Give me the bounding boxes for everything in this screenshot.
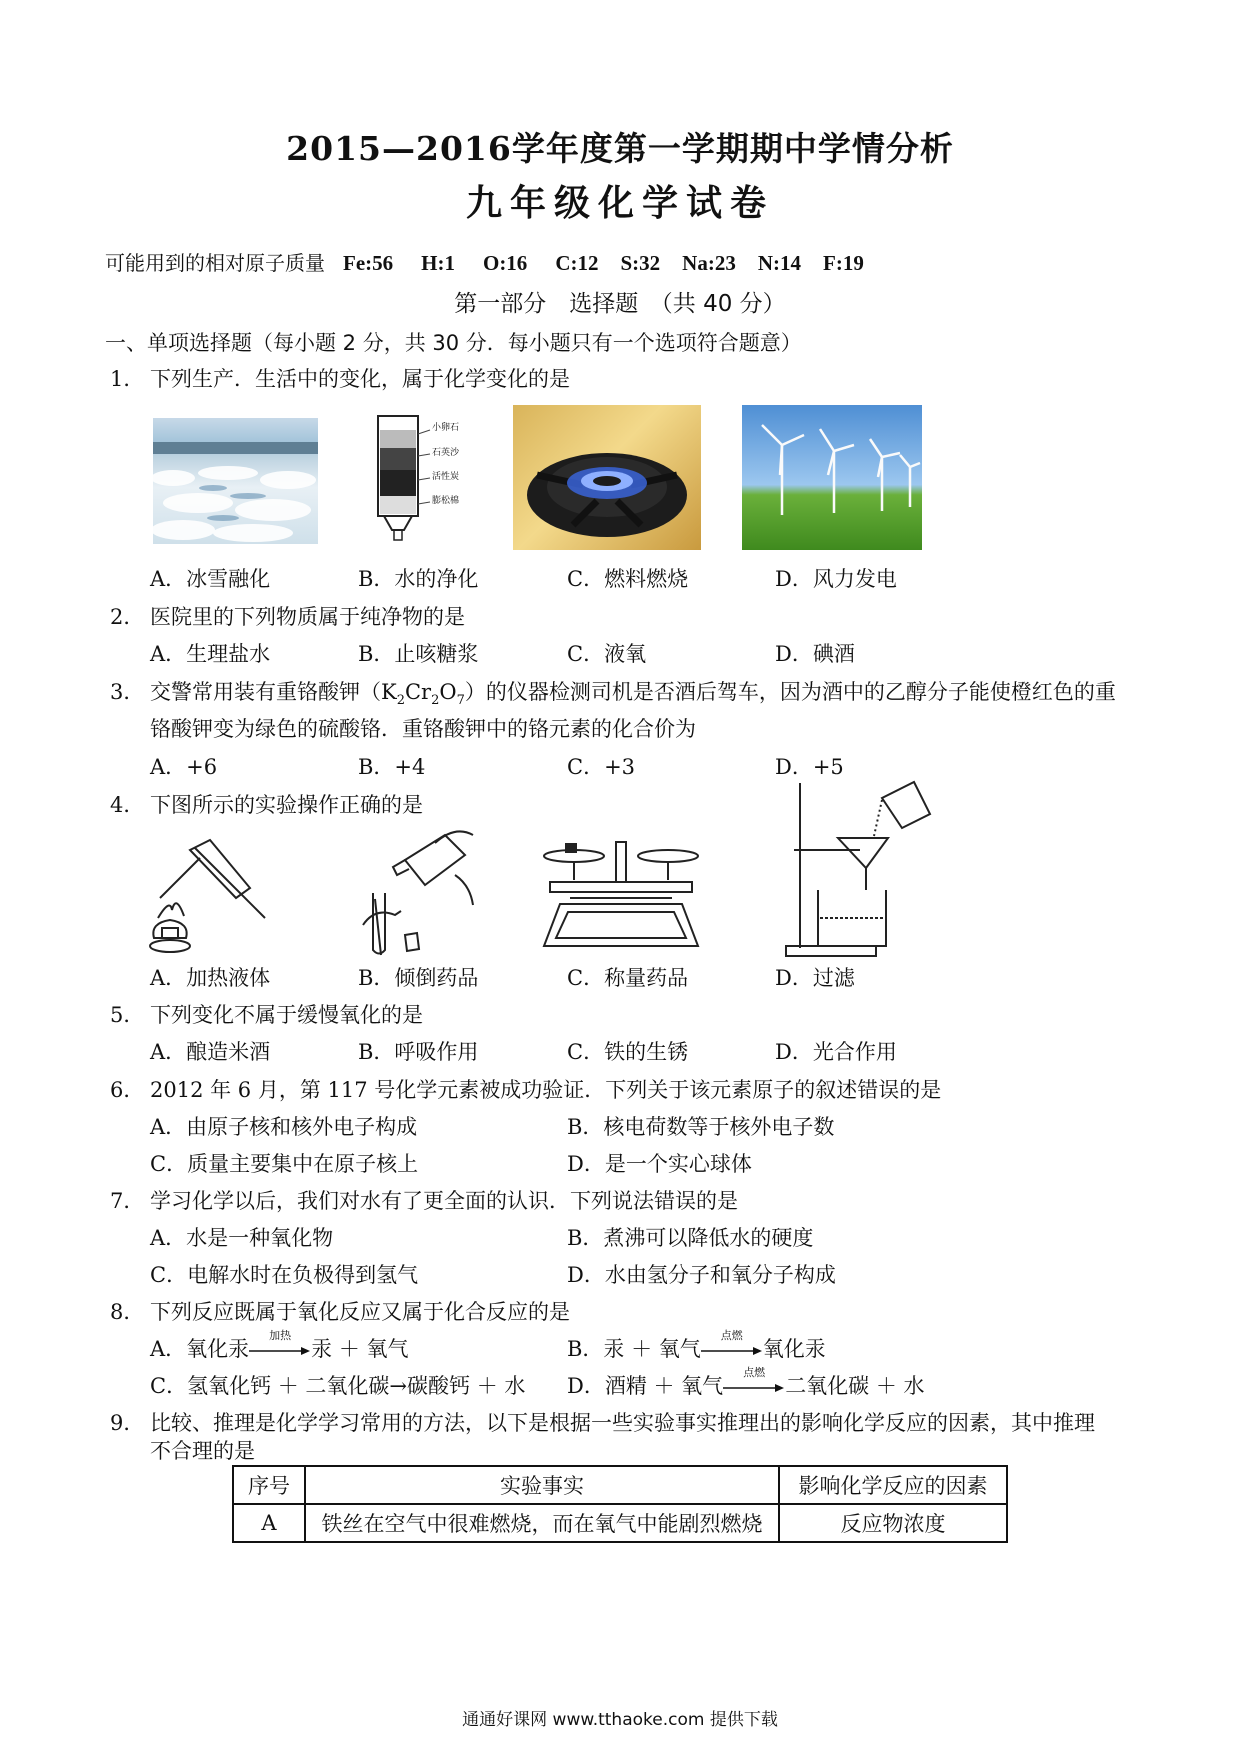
mass-f: F:19 [823,251,864,275]
mass-o: O:16 [482,251,528,275]
pouring-reagent-diagram [345,815,480,965]
mass-h: H:1 [421,251,455,275]
q8-d-arrow [723,1365,785,1397]
q8-a-reactant: A．氧化汞 [150,1337,250,1361]
q3-sub-o: 7 [456,693,465,709]
mass-c: C:12 [555,251,599,275]
q2-stem: 医院里的下列物质属于纯净物的是 [150,605,465,629]
q9-stem: 比较、推理是化学学习常用的方法，以下是根据一些实验事实推理出的影响化学反应的因素，其中推理 [150,1411,1095,1435]
ice-floes-icon [153,418,318,544]
q9-number: 9． [110,1411,145,1435]
table-header-fact: 实验事实 [305,1466,779,1504]
funnel-stand-icon [778,778,938,963]
part-heading: 第一部分 选择题 （共 40 分） [454,291,786,317]
table-cell-fact: 铁丝在空气中很难燃烧，而在氧气中能剧烈燃烧 [305,1504,779,1542]
table-cell-index: A [233,1504,305,1542]
q8-b-arrow [701,1328,763,1360]
q2-option-d: D．碘酒 [775,642,855,666]
q4-option-a: A．加热液体 [150,966,271,990]
q5-option-a: A．酿造米酒 [150,1040,271,1064]
q3-sub-k: 2 [396,693,405,709]
mass-na: Na:23 [682,251,736,275]
q7-option-a: A．水是一种氧化物 [150,1226,334,1250]
q5-number: 5． [110,1003,145,1027]
q2-number: 2． [110,605,145,629]
q3-stem-part1: 交警常用装有重铬酸钾（K [150,680,397,704]
reaction-arrow-icon [249,1346,311,1356]
atomic-masses [105,253,864,274]
q7-number: 7． [110,1189,145,1213]
q8-a-condition: 加热 [269,1328,292,1342]
filter-label-cotton: 膨松棉 [432,496,460,506]
gas-stove-image [513,405,701,550]
table-cell-factor: 反应物浓度 [779,1504,1007,1542]
weighing-balance-diagram [540,836,702,951]
heating-liquid-diagram [140,828,270,963]
q3-option-d: D．+5 [775,755,844,779]
q2-option-b: B．止咳糖浆 [358,642,479,666]
q7-option-b: B．煮沸可以降低水的硬度 [567,1226,814,1250]
ice-melting-image [153,418,318,544]
q7-stem: 学习化学以后，我们对水有了更全面的认识．下列说法错误的是 [150,1189,738,1213]
q8-a-products: 汞 ＋ 氧气 [311,1337,409,1361]
table-row [233,1504,1007,1542]
q8-a-arrow [249,1328,311,1360]
q1-stem: 下列生产．生活中的变化，属于化学变化的是 [150,367,570,391]
q3-stem-part2: ）的仪器检测司机是否酒后驾车，因为酒中的乙醇分子能使橙红色的重 [464,680,1116,704]
q9-stem-line2: 不合理的是 [150,1439,255,1463]
table-header-index: 序号 [233,1466,305,1504]
mass-fe: Fe:56 [343,251,394,275]
filter-label-sand: 石英沙 [432,448,460,458]
q2-option-c: C．液氧 [567,642,647,666]
q2-option-a: A．生理盐水 [150,642,271,666]
q8-option-a [150,1328,409,1361]
filter-label-carbon: 活性炭 [432,472,460,482]
table-header-factor: 影响化学反应的因素 [779,1466,1007,1504]
atomic-masses-label: 可能用到的相对原子质量 [105,251,325,275]
q5-option-b: B．呼吸作用 [358,1040,479,1064]
stove-flame-icon [513,405,701,550]
q4-option-b: B．倾倒药品 [358,966,479,990]
q3-stem-o: O [439,680,457,704]
exam-title: 2015—2016学年度第一学期期中学情分析 [286,129,954,168]
q6-option-a: A．由原子核和核外电子构成 [150,1115,418,1139]
q8-number: 8． [110,1300,145,1324]
q4-option-d: D．过滤 [775,966,855,990]
table-header-row [233,1466,1007,1504]
q5-option-d: D．光合作用 [775,1040,897,1064]
q3-stem-line2: 铬酸钾变为绿色的硫酸铬．重铬酸钾中的铬元素的化合价为 [150,717,696,741]
q7-option-c: C．电解水时在负极得到氢气 [150,1263,419,1287]
q3-number: 3． [110,680,145,704]
q3-stem [150,682,1116,707]
reaction-arrow-icon [701,1346,763,1356]
filter-label-pebble: 小卵石 [432,423,460,433]
balance-icon [540,836,702,951]
q4-option-c: C．称量药品 [567,966,689,990]
q7-option-d: D．水由氢分子和氧分子构成 [567,1263,836,1287]
exam-subtitle: 九年级化学试卷 [465,182,774,224]
q9-table [232,1465,1008,1543]
q3-stem-cr: Cr [404,680,432,704]
page-footer: 通通好课网 www.tthaoke.com 提供下载 [462,1710,778,1730]
q8-d-products: 二氧化碳 ＋ 水 [785,1374,925,1398]
q8-option-b [567,1328,826,1361]
water-filter-diagram [360,408,470,548]
filtration-diagram [778,778,938,963]
q1-option-b: B．水的净化 [358,567,479,591]
q1-option-a: A．冰雪融化 [150,567,271,591]
q1-option-d: D．风力发电 [775,567,897,591]
q3-sub-cr: 2 [431,693,440,709]
q6-option-c: C．质量主要集中在原子核上 [150,1152,419,1176]
q4-stem: 下图所示的实验操作正确的是 [150,793,423,817]
q8-b-product: 氧化汞 [762,1337,826,1361]
q8-d-reactants: D．酒精 ＋ 氧气 [567,1374,724,1398]
q6-number: 6． [110,1078,145,1102]
q8-option-c: C．氢氧化钙 ＋ 二氧化碳→碳酸钙 ＋ 水 [150,1374,526,1398]
q8-b-condition: 点燃 [720,1328,743,1342]
q5-stem: 下列变化不属于缓慢氧化的是 [150,1003,423,1027]
wind-turbine-icon [742,405,922,550]
q5-option-c: C．铁的生锈 [567,1040,689,1064]
test-tube-heating-icon [140,828,270,963]
pouring-bottle-icon [345,815,480,965]
q4-number: 4． [110,793,145,817]
mass-s: S:32 [620,251,661,275]
q1-option-c: C．燃料燃烧 [567,567,689,591]
q8-b-reactants: B．汞 ＋ 氧气 [567,1337,701,1361]
section-heading: 一、单项选择题（每小题 2 分，共 30 分．每小题只有一个选项符合题意） [105,331,802,355]
q3-option-a: A．+6 [150,755,218,779]
q6-option-b: B．核电荷数等于核外电子数 [567,1115,835,1139]
mass-n: N:14 [757,251,802,275]
q6-option-d: D．是一个实心球体 [567,1152,752,1176]
reaction-arrow-icon [723,1383,785,1393]
q8-stem: 下列反应既属于氧化反应又属于化合反应的是 [150,1300,570,1324]
q3-option-b: B．+4 [358,755,426,779]
q1-number: 1． [110,367,145,391]
q6-stem: 2012 年 6 月，第 117 号化学元素被成功验证．下列关于该元素原子的叙述错误的是 [150,1078,942,1102]
wind-turbines-image [742,405,922,550]
q8-option-d [567,1365,925,1398]
q8-d-condition: 点燃 [743,1365,766,1379]
q3-option-c: C．+3 [567,755,636,779]
